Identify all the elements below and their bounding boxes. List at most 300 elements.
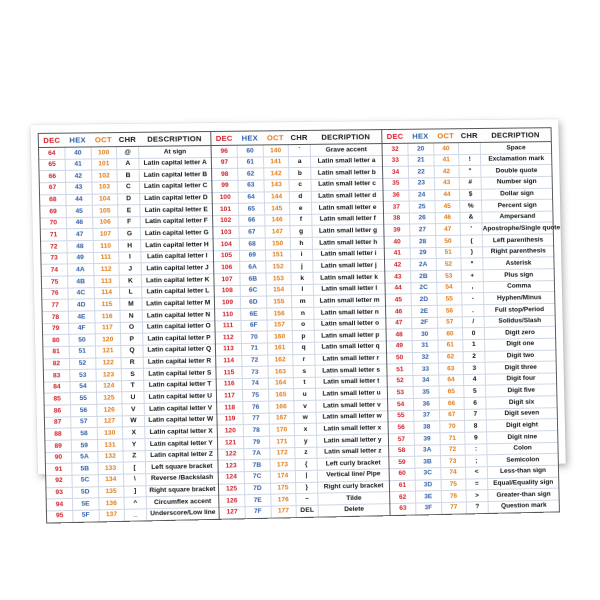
cell-chr: { <box>295 458 317 470</box>
cell-oct: 163 <box>268 366 294 378</box>
table-row <box>219 503 389 518</box>
cell-description: Right curly bracket <box>318 480 389 493</box>
cell-oct: 51 <box>435 247 461 259</box>
cell-description: Apostrophe/Single quote <box>482 222 553 235</box>
cell-dec: 90 <box>46 452 72 464</box>
cell-description: Latin capital letter M <box>142 297 214 310</box>
cell-hex: 53 <box>70 369 96 381</box>
cell-hex: 5A <box>71 451 97 463</box>
cell-dec: 123 <box>218 460 244 472</box>
cell-description: Digit nine <box>487 431 558 444</box>
cell-dec: 116 <box>217 378 243 390</box>
cell-oct: 41 <box>433 154 459 166</box>
cell-hex: 4B <box>68 276 94 288</box>
cell-oct: 47 <box>435 224 461 236</box>
cell-dec: 70 <box>41 217 67 229</box>
cell-dec: 121 <box>218 437 244 449</box>
cell-dec: 85 <box>44 393 70 405</box>
cell-chr: o <box>292 319 314 331</box>
cell-dec: 52 <box>388 375 414 387</box>
cell-oct: 102 <box>91 170 117 182</box>
table-row <box>390 500 559 515</box>
cell-hex: 6A <box>240 261 266 273</box>
cell-hex: 7E <box>245 494 271 506</box>
cell-description: Latin small letter k <box>313 271 384 284</box>
cell-hex: 40 <box>65 147 91 159</box>
cell-hex: 2C <box>411 282 437 294</box>
cell-description: Latin capital letter Y <box>145 437 217 450</box>
cell-chr: ] <box>124 485 147 497</box>
cell-chr: " <box>459 166 481 178</box>
cell-chr: l <box>291 284 313 296</box>
cell-chr: W <box>122 415 145 427</box>
cell-description: Right square bracket <box>146 484 218 497</box>
cell-hex: 72 <box>242 355 268 367</box>
cell-oct: 75 <box>440 479 466 491</box>
cell-dec: 120 <box>218 425 244 437</box>
cell-chr: k <box>291 272 313 284</box>
cell-oct: 136 <box>98 497 124 509</box>
cell-oct: 121 <box>95 345 121 357</box>
cell-chr: 2 <box>463 351 485 363</box>
cell-dec: 84 <box>44 381 70 393</box>
cell-chr: m <box>292 296 314 308</box>
cell-hex: 25 <box>409 201 435 213</box>
cell-description: Latin small letter s <box>315 364 386 377</box>
cell-hex: 65 <box>238 203 264 215</box>
cell-hex: 6C <box>240 285 266 297</box>
cell-description: Colon <box>487 442 558 455</box>
cell-hex: 73 <box>242 366 268 378</box>
cell-chr: N <box>120 310 143 322</box>
cell-oct: 155 <box>266 296 292 308</box>
cell-description: Digit one <box>485 338 556 351</box>
cell-chr: % <box>460 200 482 212</box>
cell-oct: 170 <box>269 424 295 436</box>
cell-oct: 74 <box>440 467 466 479</box>
cell-oct: 101 <box>91 158 117 170</box>
cell-chr: J <box>119 263 142 275</box>
cell-chr: Z <box>123 450 146 462</box>
cell-dec: 60 <box>390 468 416 480</box>
cell-oct: 104 <box>92 193 118 205</box>
cell-hex: 79 <box>243 436 269 448</box>
cell-chr: ? <box>466 501 488 513</box>
cell-chr: H <box>118 240 141 252</box>
cell-oct: 173 <box>270 459 296 471</box>
cell-dec: 80 <box>43 335 69 347</box>
cell-chr: ; <box>465 455 487 467</box>
cell-dec: 78 <box>43 311 69 323</box>
cell-description: Circumflex accent <box>146 495 218 508</box>
cell-description: Latin capital letter Z <box>145 449 217 462</box>
cell-oct: 127 <box>96 416 122 428</box>
cell-chr: G <box>118 228 141 240</box>
cell-description: Latin small letter i <box>313 248 384 261</box>
punctuation-digits-block <box>382 127 560 515</box>
cell-description: Left curly bracket <box>317 457 388 470</box>
cell-hex: 45 <box>66 205 92 217</box>
cell-hex: 7B <box>244 459 270 471</box>
cell-hex: 21 <box>408 155 434 167</box>
cell-chr: A <box>117 158 140 170</box>
cell-description: Latin capital letter S <box>144 367 216 380</box>
cell-chr: # <box>459 177 481 189</box>
column-header-oct: OCT <box>90 133 116 147</box>
cell-chr: P <box>120 333 143 345</box>
cell-hex: 31 <box>412 340 438 352</box>
cell-chr: > <box>466 490 488 502</box>
cell-description: Latin small letter x <box>316 422 387 435</box>
cell-hex: 3D <box>415 479 441 491</box>
cell-oct: 44 <box>434 189 460 201</box>
cell-oct: 177 <box>271 505 297 517</box>
cell-dec: 68 <box>40 194 66 206</box>
cell-hex: 3F <box>416 502 442 514</box>
cell-dec: 77 <box>42 299 68 311</box>
cell-hex: 6B <box>240 273 266 285</box>
cell-hex: 67 <box>239 226 265 238</box>
cell-hex: 33 <box>413 363 439 375</box>
cell-description: Vertical line/ Pipe <box>317 469 388 482</box>
cell-chr: * <box>461 258 483 270</box>
cell-chr: 7 <box>464 409 486 421</box>
cell-description: Latin small letter r <box>315 353 386 366</box>
cell-oct: 40 <box>433 143 459 155</box>
cell-description: Latin capital letter T <box>144 379 216 392</box>
cell-description: Latin capital letter Q <box>143 344 215 357</box>
cell-oct: 60 <box>437 328 463 340</box>
cell-hex: 48 <box>67 241 93 253</box>
cell-description: Latin capital letter P <box>143 332 215 345</box>
cell-oct: 147 <box>264 226 290 238</box>
cell-hex: 28 <box>410 236 436 248</box>
cell-dec: 102 <box>213 215 239 227</box>
cell-hex: 24 <box>409 189 435 201</box>
cell-oct: 105 <box>92 205 118 217</box>
column-header-description: DECRIPTION <box>480 128 551 142</box>
cell-description: Latin capital letter D <box>140 192 212 205</box>
cell-oct: 52 <box>436 259 462 271</box>
cell-description: Latin small letter v <box>316 399 387 412</box>
cell-hex: 27 <box>410 224 436 236</box>
cell-oct: 160 <box>267 331 293 343</box>
cell-description: At sign <box>139 146 211 159</box>
cell-chr: ) <box>461 247 483 259</box>
cell-hex: 7A <box>244 448 270 460</box>
cell-hex: 42 <box>65 170 91 182</box>
cell-dec: 59 <box>389 457 415 469</box>
cell-dec: 108 <box>215 285 241 297</box>
cell-dec: 67 <box>40 182 66 194</box>
cell-oct: 106 <box>92 217 118 229</box>
cell-dec: 122 <box>218 448 244 460</box>
cell-dec: 40 <box>385 236 411 248</box>
cell-description: Latin small letter w <box>316 411 387 424</box>
cell-oct: 76 <box>441 490 467 502</box>
cell-chr: C <box>117 181 140 193</box>
cell-oct: 124 <box>96 381 122 393</box>
column-header-description: DESCRIPTION <box>138 132 210 146</box>
cell-hex: 4E <box>68 311 94 323</box>
cell-hex: 26 <box>409 213 435 225</box>
cell-chr: _ <box>124 509 147 521</box>
cell-description: Latin small letter h <box>312 236 383 249</box>
cell-dec: 76 <box>42 288 68 300</box>
cell-oct: 50 <box>435 235 461 247</box>
cell-hex: 62 <box>238 168 264 180</box>
cell-description: Latin small letter q <box>315 341 386 354</box>
cell-chr: g <box>290 226 312 238</box>
cell-oct: 137 <box>99 509 125 521</box>
cell-chr: 0 <box>462 328 484 340</box>
cell-hex: 78 <box>243 424 269 436</box>
cell-dec: 47 <box>386 317 412 329</box>
column-header-description: DECRIPTION <box>310 130 381 144</box>
cell-description: Latin capital letter N <box>142 309 214 322</box>
cell-description: Latin small letter a <box>311 155 382 167</box>
cell-dec: 72 <box>41 241 67 253</box>
cell-dec: 54 <box>388 399 414 411</box>
cell-hex: 2A <box>410 259 436 271</box>
cell-hex: 5C <box>72 475 98 487</box>
cell-oct: 56 <box>437 305 463 317</box>
cell-description: Semicolon <box>487 454 558 467</box>
cell-oct: 43 <box>434 177 460 189</box>
cell-chr: U <box>122 392 145 404</box>
cell-hex: 38 <box>414 421 440 433</box>
cell-chr: B <box>117 170 140 182</box>
cell-oct: 145 <box>264 203 290 215</box>
cell-dec: 57 <box>389 433 415 445</box>
cell-dec: 99 <box>212 180 238 192</box>
cell-description: Digit zero <box>484 327 555 340</box>
cell-oct: 167 <box>269 412 295 424</box>
cell-dec: 114 <box>216 355 242 367</box>
cell-oct: 64 <box>438 374 464 386</box>
cell-oct: 115 <box>94 299 120 311</box>
cell-oct: 71 <box>439 432 465 444</box>
cell-dec: 38 <box>384 213 410 225</box>
cell-oct: 116 <box>94 310 120 322</box>
cell-dec: 50 <box>387 352 413 364</box>
cell-hex: 32 <box>412 352 438 364</box>
cell-oct: 61 <box>437 340 463 352</box>
cell-dec: 41 <box>385 248 411 260</box>
column-header-oct: OCT <box>262 131 288 145</box>
cell-description: Digit two <box>485 350 556 363</box>
cell-chr: S <box>121 368 144 380</box>
cell-chr: : <box>465 443 487 455</box>
cell-description: Latin capital letter F <box>140 216 212 229</box>
cell-description: Latin small letter n <box>314 306 385 319</box>
cell-dec: 79 <box>43 323 69 335</box>
cell-description: Dollar sign <box>481 188 552 200</box>
cell-dec: 61 <box>390 480 416 492</box>
cell-oct: 162 <box>267 354 293 366</box>
cell-description: Latin small letter b <box>311 167 382 180</box>
cell-description: Digit seven <box>486 407 557 420</box>
cell-oct: 123 <box>95 369 121 381</box>
cell-description: Latin capital letter H <box>141 239 213 252</box>
cell-description: Question mark <box>500 502 547 511</box>
column-header-chr: CHR <box>116 133 139 147</box>
cell-hex: 29 <box>410 247 436 259</box>
cell-dec: 115 <box>216 367 242 379</box>
cell-hex: 63 <box>238 180 264 192</box>
cell-chr <box>458 142 480 154</box>
cell-chr: D <box>117 193 140 205</box>
cell-hex: 7F <box>245 506 271 518</box>
cell-chr: 8 <box>465 420 487 432</box>
cell-oct: 54 <box>436 282 462 294</box>
cell-dec: 48 <box>387 329 413 341</box>
cell-dec: 110 <box>215 308 241 320</box>
cell-oct: 140 <box>263 145 289 157</box>
ascii-table <box>211 130 389 518</box>
cell-chr: 1 <box>463 339 485 351</box>
cell-hex: 20 <box>408 143 434 155</box>
cell-oct: 117 <box>94 322 120 334</box>
cell-dec: 97 <box>212 157 238 169</box>
cell-description: Latin small letter c <box>311 178 382 191</box>
cell-hex: 5D <box>72 486 98 498</box>
cell-dec: 64 <box>39 147 65 159</box>
cell-dec: 34 <box>383 166 409 178</box>
cell-dec: 112 <box>216 332 242 344</box>
cell-description: Latin small letter e <box>312 202 383 215</box>
cell-hex: 61 <box>237 157 263 169</box>
cell-hex: 34 <box>413 375 439 387</box>
cell-oct: 45 <box>434 201 460 213</box>
cell-dec: 124 <box>219 472 245 484</box>
column-header-hex: HEX <box>237 131 263 145</box>
cell-chr: a <box>288 156 310 168</box>
cell-dec: 39 <box>384 224 410 236</box>
cell-description: Exclamation mark <box>481 153 552 165</box>
cell-chr: b <box>289 168 311 180</box>
column-header-dec: DEC <box>382 130 408 144</box>
cell-hex: 5B <box>72 463 98 475</box>
cell-oct: 174 <box>270 471 296 483</box>
cell-description: Latin capital letter X <box>145 425 217 438</box>
cell-hex: 74 <box>242 378 268 390</box>
cell-oct: 156 <box>266 308 292 320</box>
cell-hex: 4D <box>68 299 94 311</box>
cell-dec: 81 <box>43 346 69 358</box>
cell-oct: 172 <box>269 447 295 459</box>
cell-description: Latin capital letter V <box>144 402 216 415</box>
cell-hex: 22 <box>408 166 434 178</box>
cell-dec: 103 <box>213 227 239 239</box>
cell-description: Latin small letter l <box>313 283 384 296</box>
cell-hex: 7D <box>245 483 271 495</box>
cell-hex: 68 <box>239 238 265 250</box>
cell-dec: 55 <box>388 410 414 422</box>
cell-description: Asterisk <box>483 257 554 270</box>
cell-chr: } <box>296 482 318 494</box>
cell-dec: 92 <box>46 475 72 487</box>
cell-dec: 58 <box>389 445 415 457</box>
cell-dec: 88 <box>45 428 71 440</box>
cell-oct: 113 <box>93 275 119 287</box>
cell-dec: 127 <box>219 507 245 519</box>
cell-oct: 134 <box>98 474 124 486</box>
cell-oct: 107 <box>92 228 118 240</box>
cell-hex: 56 <box>70 404 96 416</box>
cell-hex: 5F <box>73 510 99 522</box>
cell-dec: 35 <box>383 178 409 190</box>
cell-dec: 69 <box>40 206 66 218</box>
cell-dec: 94 <box>47 499 73 511</box>
cell-hex: 37 <box>414 410 440 422</box>
cell-description: Delete <box>344 506 365 514</box>
cell-dec: 93 <box>46 487 72 499</box>
cell-chr: ` <box>288 144 310 156</box>
cell-chr: v <box>294 400 316 412</box>
cell-chr: V <box>122 404 145 416</box>
cell-hex: 23 <box>409 178 435 190</box>
cell-chr: f <box>290 214 312 226</box>
cell-hex: 47 <box>67 229 93 241</box>
cell-chr: Q <box>121 345 144 357</box>
cell-oct: 111 <box>93 252 119 264</box>
cell-oct: 152 <box>265 261 291 273</box>
cell-description: Reverse /Backslash <box>146 472 218 485</box>
cell-hex: 2D <box>411 294 437 306</box>
cell-description: Percent sign <box>482 199 553 212</box>
cell-description: Left parenthesis <box>482 234 553 247</box>
cell-dec: 89 <box>45 440 71 452</box>
cell-description: Latin capital letter L <box>142 286 214 299</box>
cell-dec: 36 <box>383 190 409 202</box>
cell-description: Solidus/Slash <box>484 315 555 328</box>
cell-hex: 2B <box>411 270 437 282</box>
cell-chr: 4 <box>463 374 485 386</box>
cell-chr: / <box>462 316 484 328</box>
cell-chr: j <box>291 261 313 273</box>
cell-description: Comma <box>483 280 554 293</box>
cell-chr: n <box>292 307 314 319</box>
cell-chr: K <box>119 275 142 287</box>
ascii-table <box>382 128 559 514</box>
cell-oct: 42 <box>434 166 460 178</box>
cell-dec: 106 <box>214 262 240 274</box>
cell-chr: ( <box>460 235 482 247</box>
cell-dec: 45 <box>386 294 412 306</box>
column-header-chr: CHR <box>458 129 480 143</box>
cell-description: Plus sign <box>483 269 554 282</box>
lowercase-block <box>211 129 390 519</box>
cell-hex: 75 <box>242 390 268 402</box>
cell-chr: z <box>295 447 317 459</box>
cell-description: Latin capital letter J <box>141 262 213 275</box>
cell-chr: p <box>292 331 314 343</box>
cell-oct: 141 <box>263 156 289 168</box>
cell-hex: 77 <box>243 413 269 425</box>
cell-description: Latin capital letter K <box>141 274 213 287</box>
cell-oct: 146 <box>264 214 290 226</box>
ascii-table <box>39 132 219 522</box>
cell-description: Digit eight <box>486 419 557 432</box>
cell-hex: 4F <box>69 322 95 334</box>
cell-oct: 55 <box>436 293 462 305</box>
cell-dec: 95 <box>47 510 73 522</box>
cell-chr: DEL <box>296 505 318 517</box>
cell-oct: 161 <box>267 343 293 355</box>
cell-description: Digit three <box>485 361 556 374</box>
cell-dec: 44 <box>386 282 412 294</box>
